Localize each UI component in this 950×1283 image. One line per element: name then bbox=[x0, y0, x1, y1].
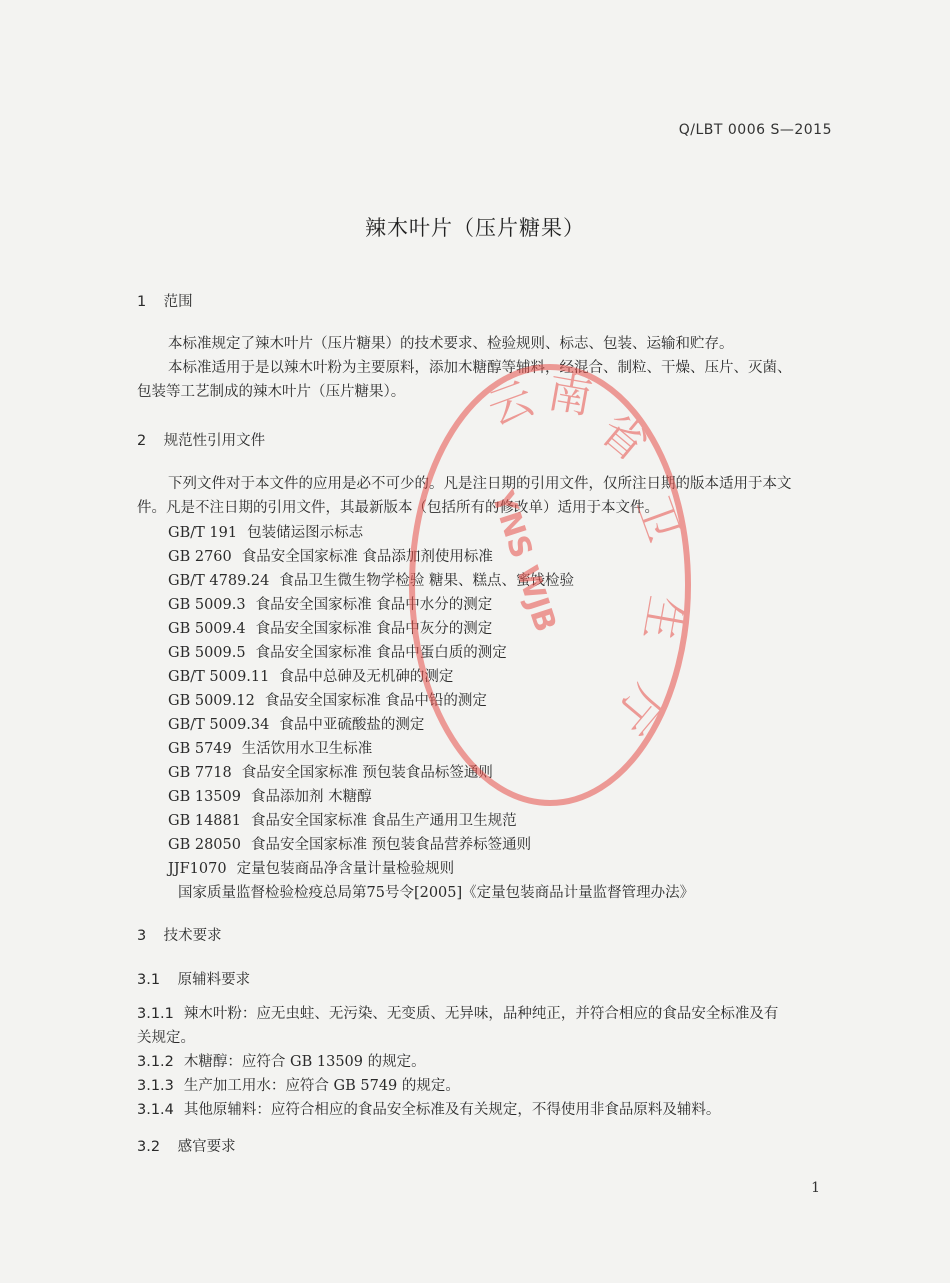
reference-item: JJF1070 定量包装商品净含量计量检验规则 bbox=[168, 861, 455, 877]
clause-3-1-4: 3.1.4 其他原辅料：应符合相应的食品安全标准及有关规定，不得使用非食品原料及辅料。 bbox=[137, 1102, 721, 1118]
reference-item: GB 13509 食品添加剂 木糖醇 bbox=[168, 789, 372, 805]
section-1-paragraph-1: 本标准规定了辣木叶片（压片糖果）的技术要求、检验规则、标志、包装、运输和贮存。 bbox=[168, 336, 734, 352]
seal-character: 省 bbox=[590, 403, 657, 472]
clause-3-1-3: 3.1.3 生产加工用水：应符合 GB 5749 的规定。 bbox=[137, 1078, 460, 1094]
page-number: 1 bbox=[811, 1180, 820, 1196]
reference-item: GB/T 5009.34 食品中亚硫酸盐的测定 bbox=[168, 717, 425, 733]
reference-item: GB 5009.5 食品安全国家标准 食品中蛋白质的测定 bbox=[168, 645, 507, 661]
seal-character: 南 bbox=[543, 366, 596, 425]
reference-item: GB 2760 食品安全国家标准 食品添加剂使用标准 bbox=[168, 549, 493, 565]
seal-text bbox=[481, 366, 691, 741]
section-3-1-heading: 3.1 原辅料要求 bbox=[137, 972, 251, 988]
clause-3-1-2: 3.1.2 木糖醇：应符合 GB 13509 的规定。 bbox=[137, 1054, 426, 1070]
section-2-heading: 2 规范性引用文件 bbox=[137, 433, 266, 449]
reference-item: GB 5749 生活饮用水卫生标准 bbox=[168, 741, 373, 757]
section-1-paragraph-2-line-1: 本标准适用于是以辣木叶粉为主要原料，添加木糖醇等辅料，经混合、制粒、干燥、压片、灭菌、 bbox=[168, 360, 792, 376]
reference-item: GB/T 4789.24 食品卫生微生物学检验 糖果、糕点、蜜饯检验 bbox=[168, 573, 574, 589]
seal-character: 云 bbox=[481, 372, 541, 436]
reference-item: GB/T 191 包装储运图示标志 bbox=[168, 525, 364, 541]
seal-character: 生 bbox=[633, 592, 692, 645]
clause-3-1-1-line-1: 3.1.1 辣木叶粉：应无虫蛀、无污染、无变质、无异味，品种纯正，并符合相应的食品安全标准及有 bbox=[137, 1006, 779, 1022]
seal-character: 卫 bbox=[626, 489, 690, 549]
reference-item: GB 14881 食品安全国家标准 食品生产通用卫生规范 bbox=[168, 813, 517, 829]
section-2-paragraph-line-2: 件。凡是不注日期的引用文件，其最新版本（包括所有的修改单）适用于本文件。 bbox=[137, 500, 659, 516]
section-2-paragraph-line-1: 下列文件对于本文件的应用是必不可少的。凡是注日期的引用文件，仅所注日期的版本适用于本文 bbox=[168, 476, 792, 492]
section-1-heading: 1 范围 bbox=[137, 294, 193, 310]
seal-inner-text: YNS WJB bbox=[484, 486, 563, 637]
section-3-heading: 3 技术要求 bbox=[137, 928, 222, 944]
reference-item: GB 5009.3 食品安全国家标准 食品中水分的测定 bbox=[168, 597, 493, 613]
section-1-paragraph-2-line-2: 包装等工艺制成的辣木叶片（压片糖果）。 bbox=[137, 384, 406, 400]
seal-character: 厅 bbox=[604, 675, 672, 742]
clause-3-1-1-line-2: 关规定。 bbox=[137, 1030, 195, 1046]
section-3-2-heading: 3.2 感官要求 bbox=[137, 1139, 236, 1155]
reference-item: 国家质量监督检验检疫总局第75号令[2005]《定量包装商品计量监督管理办法》 bbox=[178, 885, 695, 901]
reference-item: GB/T 5009.11 食品中总砷及无机砷的测定 bbox=[168, 669, 454, 685]
reference-item: GB 5009.4 食品安全国家标准 食品中灰分的测定 bbox=[168, 621, 493, 637]
reference-item: GB 28050 食品安全国家标准 预包装食品营养标签通则 bbox=[168, 837, 532, 853]
page-title: 辣木叶片（压片糖果） bbox=[365, 216, 585, 240]
document-number: Q/LBT 0006 S—2015 bbox=[678, 122, 832, 138]
reference-item: GB 7718 食品安全国家标准 预包装食品标签通则 bbox=[168, 765, 493, 781]
reference-item: GB 5009.12 食品安全国家标准 食品中铅的测定 bbox=[168, 693, 487, 709]
